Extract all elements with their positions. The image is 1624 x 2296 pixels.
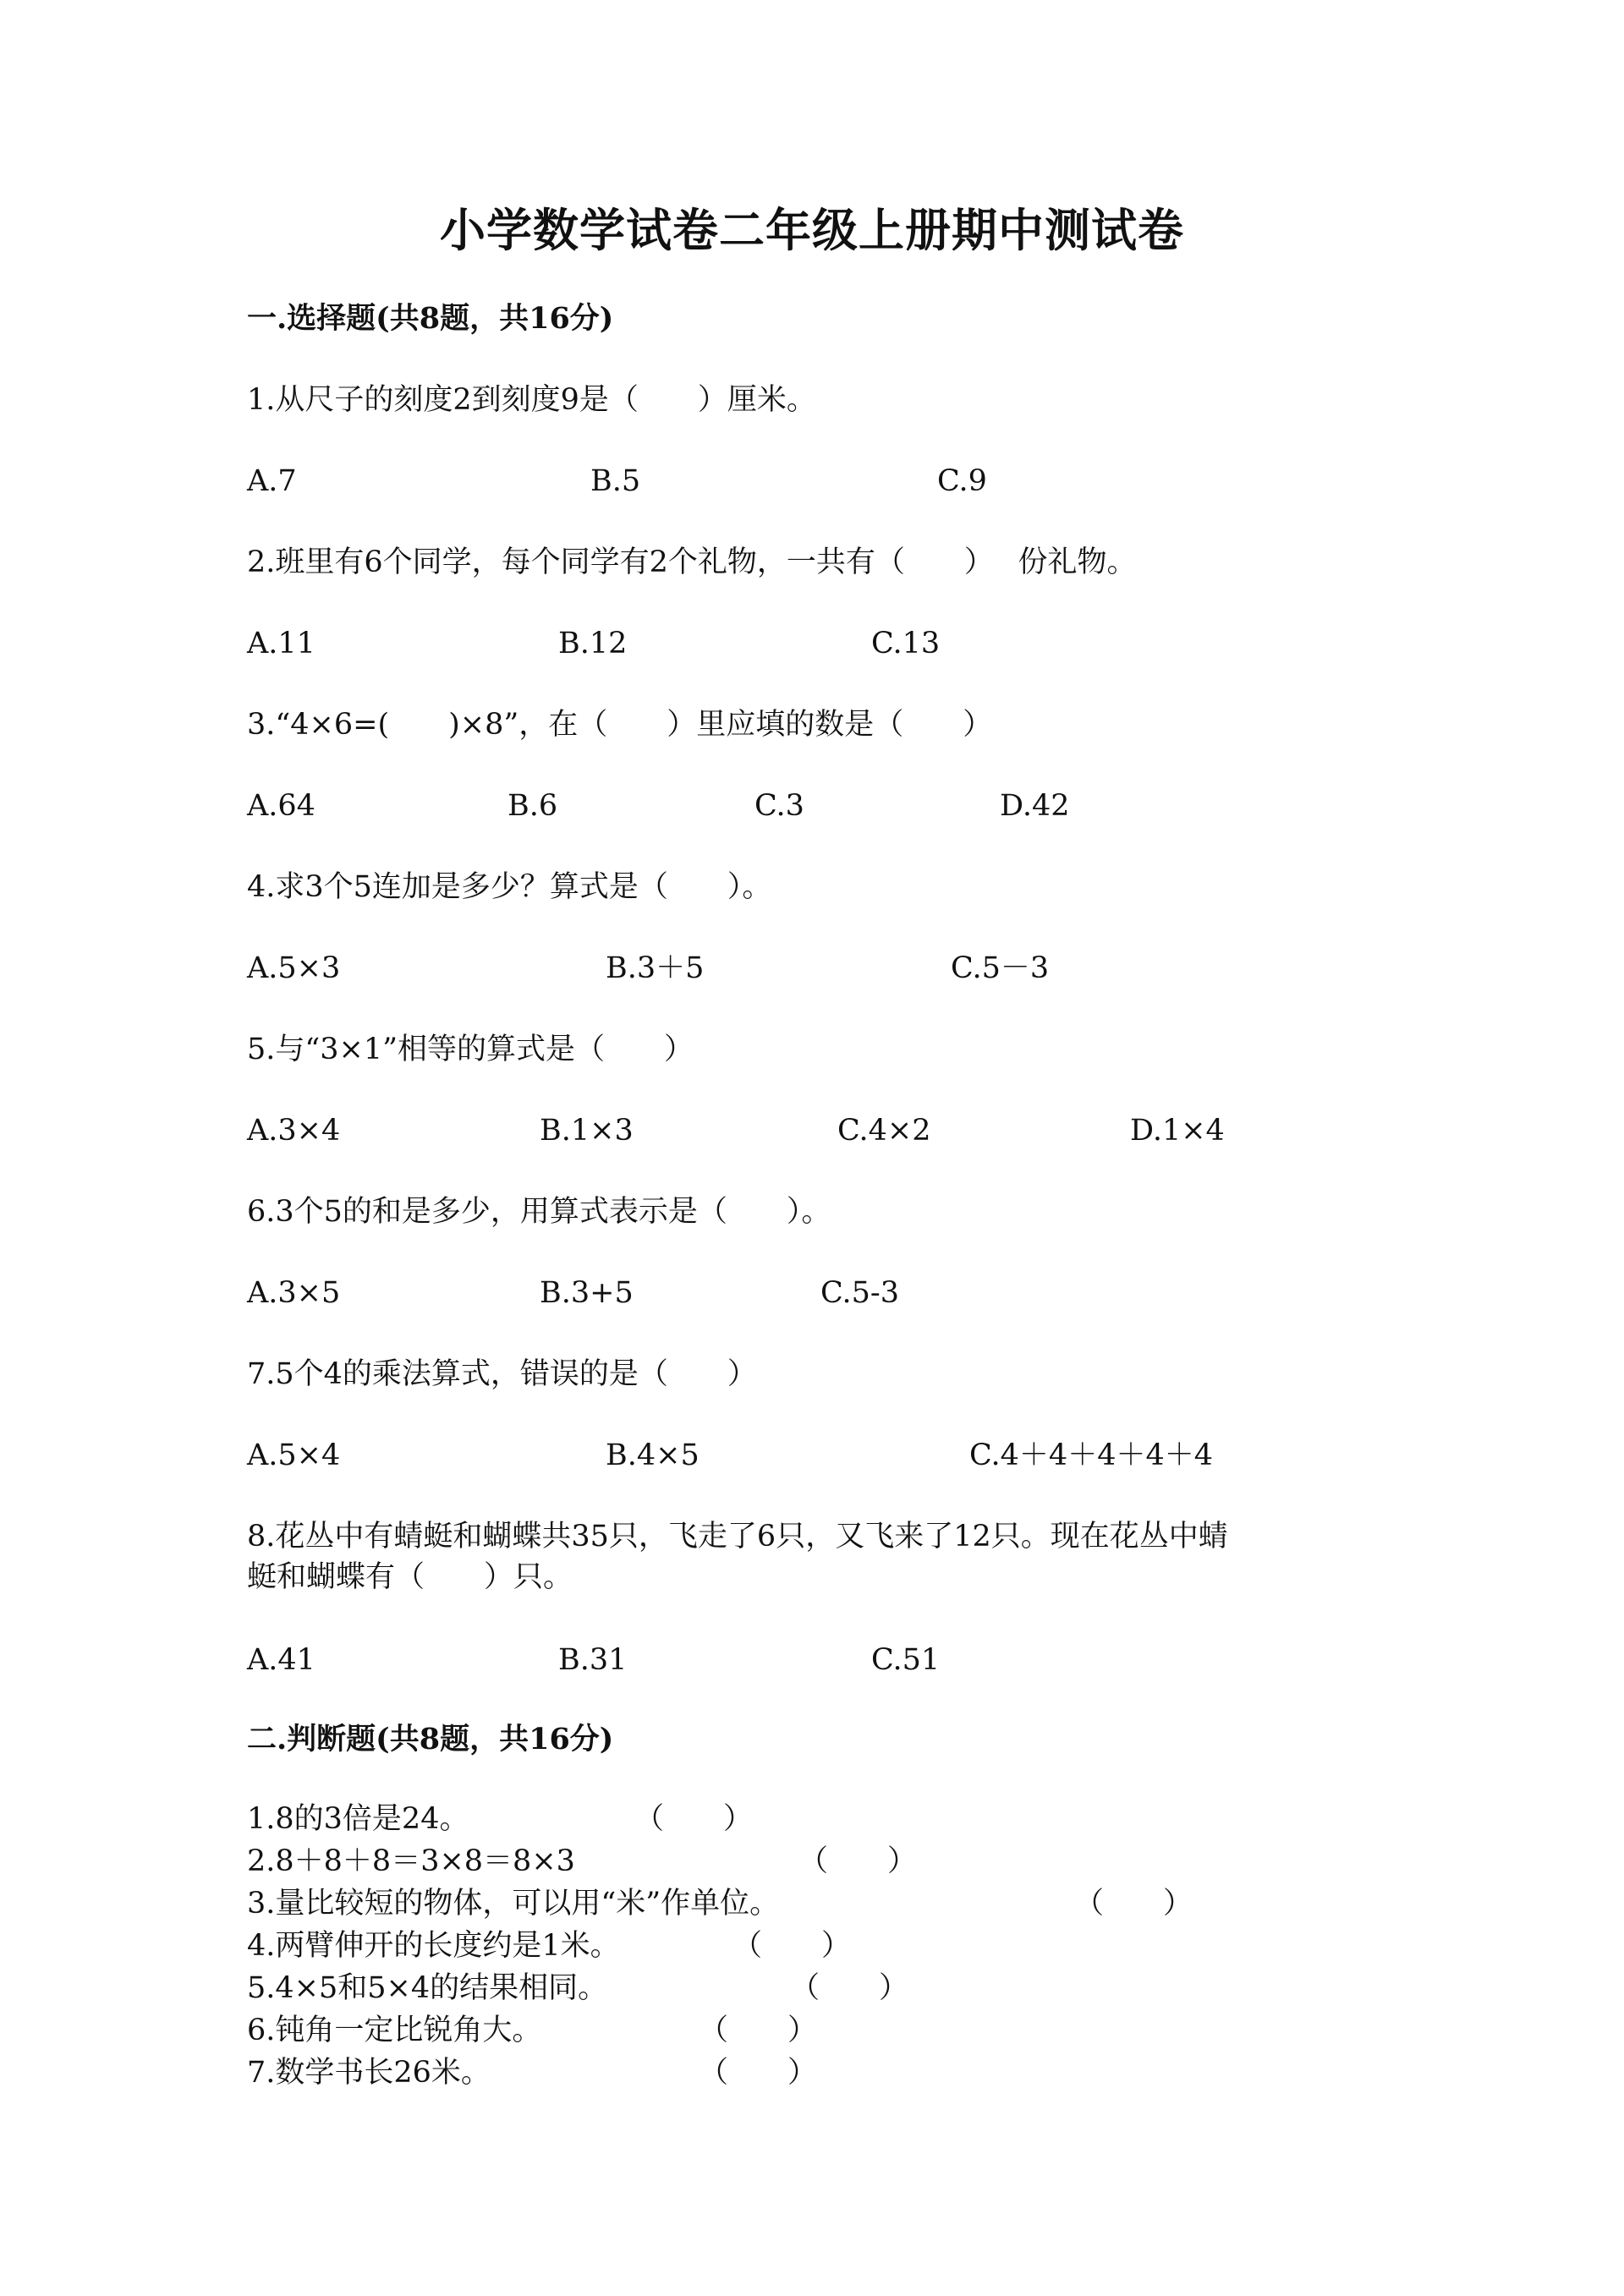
judgment-item-2: 2.8＋8＋8＝3×8＝8×3 bbox=[247, 1844, 575, 1878]
question-6: 6.3个5的和是多少，用算式表示是（ ）。 bbox=[247, 1195, 831, 1229]
question-3-option-a: A.64 bbox=[247, 789, 315, 823]
question-8-option-a: A.41 bbox=[247, 1643, 315, 1677]
judgment-item-5-answer[interactable]: （ ） bbox=[790, 1971, 909, 2005]
question-4-option-b: B.3＋5 bbox=[606, 951, 705, 985]
question-1-option-a: A.7 bbox=[247, 464, 297, 498]
judgment-item-3: 3.量比较短的物体，可以用“米”作单位。 bbox=[247, 1887, 780, 1921]
judgment-item-5: 5.4×5和5×4的结果相同。 bbox=[247, 1971, 608, 2005]
question-6-option-c: C.5-3 bbox=[820, 1276, 900, 1310]
question-3-option-b: B.6 bbox=[508, 789, 558, 823]
question-7-option-b: B.4×5 bbox=[606, 1438, 700, 1472]
question-5-option-d: D.1×4 bbox=[1130, 1114, 1225, 1148]
question-5-option-a: A.3×4 bbox=[247, 1114, 341, 1148]
question-6-option-a: A.3×5 bbox=[247, 1276, 341, 1310]
question-6-option-b: B.3+5 bbox=[540, 1276, 634, 1310]
judgment-item-4: 4.两臂伸开的长度约是1米。 bbox=[247, 1929, 620, 1963]
question-1: 1.从尺子的刻度2到刻度9是（ ）厘米。 bbox=[247, 383, 816, 417]
question-4: 4.求3个5连加是多少？算式是（ ）。 bbox=[247, 870, 772, 904]
question-1-option-b: B.5 bbox=[590, 464, 641, 498]
question-2-option-a: A.11 bbox=[247, 627, 315, 660]
question-5-option-b: B.1×3 bbox=[540, 1114, 634, 1148]
question-2-option-b: B.12 bbox=[558, 627, 628, 660]
judgment-item-7-answer[interactable]: （ ） bbox=[699, 2056, 818, 2090]
judgment-item-7: 7.数学书长26米。 bbox=[247, 2056, 491, 2090]
question-8-option-b: B.31 bbox=[558, 1643, 628, 1677]
judgment-item-4-answer[interactable]: （ ） bbox=[732, 1929, 852, 1963]
question-8-line-2: 蜓和蝴蝶有（ ）只。 bbox=[247, 1560, 573, 1594]
question-2: 2.班里有6个同学，每个同学有2个礼物，一共有（ ） 份礼物。 bbox=[247, 545, 1137, 579]
judgment-item-3-answer[interactable]: （ ） bbox=[1074, 1887, 1193, 1921]
judgment-item-6-answer[interactable]: （ ） bbox=[699, 2014, 818, 2047]
judgment-item-1: 1.8的3倍是24。 bbox=[247, 1802, 469, 1836]
question-2-option-c: C.13 bbox=[871, 627, 941, 660]
question-3: 3.“4×6=( )×8”，在（ ）里应填的数是（ ） bbox=[247, 708, 993, 742]
question-5: 5.与“3×1”相等的算式是（ ） bbox=[247, 1033, 694, 1066]
question-5-option-c: C.4×2 bbox=[837, 1114, 931, 1148]
section-heading-judgment: 二.判断题(共8题，共16分) bbox=[247, 1722, 614, 1756]
judgment-item-1-answer[interactable]: （ ） bbox=[634, 1802, 754, 1836]
question-3-option-d: D.42 bbox=[1000, 789, 1070, 823]
question-1-option-c: C.9 bbox=[937, 464, 987, 498]
section-heading-choice: 一.选择题(共8题，共16分) bbox=[247, 301, 614, 336]
judgment-item-6: 6.钝角一定比锐角大。 bbox=[247, 2014, 542, 2047]
question-4-option-a: A.5×3 bbox=[247, 951, 341, 985]
question-8-option-c: C.51 bbox=[871, 1643, 941, 1677]
question-4-option-c: C.5－3 bbox=[951, 951, 1050, 985]
question-7-option-a: A.5×4 bbox=[247, 1438, 341, 1472]
page-title: 小学数学试卷二年级上册期中测试卷 bbox=[440, 203, 1184, 257]
question-3-option-c: C.3 bbox=[754, 789, 804, 823]
judgment-item-2-answer[interactable]: （ ） bbox=[798, 1844, 918, 1878]
question-8-line-1: 8.花丛中有蜻蜓和蝴蝶共35只，飞走了6只，又飞来了12只。现在花丛中蜻 bbox=[247, 1520, 1228, 1553]
question-7: 7.5个4的乘法算式，错误的是（ ） bbox=[247, 1357, 757, 1391]
question-7-option-c: C.4＋4＋4＋4＋4 bbox=[969, 1438, 1213, 1472]
